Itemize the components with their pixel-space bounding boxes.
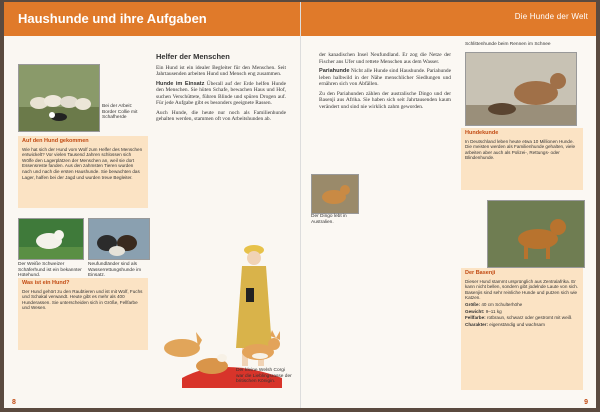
hundekunde-text: In Deutschland leben heute etwa 10 Millionen Hunde. Die meisten werden als Familienhunde gehalten, viele arbeiten aber auch als Polizei-, Rettungs- oder Blindenhunde. <box>465 138 576 161</box>
left-page <box>4 2 301 408</box>
sheepdog-photo <box>18 64 100 132</box>
page-title: Haushunde und ihre Aufgaben <box>18 11 207 26</box>
dingo-caption: Der Dingo lebt in Australien. <box>311 214 347 225</box>
basenji-photo <box>487 200 585 268</box>
section-title: Die Hunde der Welt <box>514 12 588 21</box>
newfoundland-caption: Neufundländer sind als Wasserrettungshunde im Einsatz. <box>88 262 142 279</box>
book-spread <box>4 2 596 408</box>
basenji-text: Dieser Hund stammt ursprünglich aus Zentralafrika. Er kann nicht bellen, sondern gibt jodelnde Laute von sich. Basenjis sind sehr reinliche Hunde und putzen sich wie Katzen. <box>465 278 579 301</box>
page-number-left: 8 <box>12 399 16 406</box>
basenji-title: Der Basenji <box>465 270 496 276</box>
info-box-origin <box>18 136 148 208</box>
pariah-label: Pariahunde <box>319 68 350 74</box>
header-band-right <box>301 2 596 36</box>
info-box-origin-text: Wie hat sich der Hund vom Wolf zum Helfer des Menschen entwickelt? Vor vielen Tausend Jahren schlossen sich Wölfe den Lagerplätzen der Menschen an, weil sie dort Essensreste fanden. Aus den zahmsten Tieren wurden nach und nach die ersten Haushunde. Sie bewachten das Lager, halfen bei der Jagd und wurden treue Begleiter. <box>22 146 143 180</box>
page-number-right: 9 <box>584 399 588 406</box>
intro-paragraph: Ein Hund ist ein idealer Begleiter für den Menschen. Seit Jahrtausenden arbeiten Hund und Mensch eng zusammen. <box>156 64 286 77</box>
pariah-text-2: Zu den Pariahunden zählen der australische Dingo und der Basenji aus Afrika. Sie haben sich seit Jahrtausenden kaum verändert und sind nie wirklich zahm geworden. <box>319 90 451 110</box>
main-column <box>156 54 286 123</box>
basenji-profile <box>461 268 583 390</box>
right-column <box>319 52 451 110</box>
dingo-photo <box>311 174 359 214</box>
husky-photo <box>465 52 577 126</box>
header-band <box>4 2 300 36</box>
basenji-coat: Fellfarbe: rotbraun, schwarz oder gestromt mit weiß <box>465 315 572 321</box>
white-shepherd-caption: Der Weiße Schweizer Schäferhund ist ein bekannter Hütehund. <box>18 262 82 279</box>
basenji-size: Größe: 40 cm Schulterhöhe <box>465 301 523 307</box>
pariah-text: Nicht alle Hunde sind Haushunde. Pariahunde leben halbwild in der Nähe menschlicher Siedlungen und ernähren sich von Abfällen. <box>319 68 451 87</box>
family-paragraph: Auch Hunde, die heute nur noch als Familienhunde gehalten werden, stammen oft von Arbeitshunden ab. <box>156 109 286 122</box>
subheading-einsatz: Hunde im Einsatz <box>156 80 205 87</box>
hundekunde-label: Hundekunde <box>465 130 499 136</box>
info-box-what <box>18 278 148 350</box>
corgi-caption: Der kleine Welsh Corgi war die Lieblingsrasse der britischen Königin. <box>236 368 292 385</box>
right-top-text: der kanadischen Insel Neufundland. Er zog die Netze der Fischer ans Ufer und rettete Menschen aus dem Wasser. <box>319 52 451 65</box>
sled-dog-caption: Schlittenhunde beim Rennen im Schnee <box>465 42 551 47</box>
white-shepherd-photo <box>18 218 84 260</box>
einsatz-paragraph: Überall auf der Erde helfen Hunde den Menschen. Sie hüten Schafe, bewachen Haus und Hof, suchen Verschüttete, führen Blinde und spüren Drogen auf. Für jede Aufgabe gibt es besonders geeignete Rassen. <box>156 80 286 106</box>
sheepdog-caption: Bei der Arbeit: Border Collie mit Schafherde <box>102 104 138 121</box>
newfoundland-photo <box>88 218 150 260</box>
hundekunde-box <box>461 128 583 190</box>
basenji-character: Charakter: eigenständig und wachsam <box>465 321 545 327</box>
basenji-weight: Gewicht: 9–11 kg <box>465 308 502 314</box>
corgi-illustration <box>236 328 286 368</box>
right-page <box>301 2 596 408</box>
info-box-origin-title: Auf den Hund gekommen <box>22 138 89 144</box>
info-box-what-text: Der Hund gehört zu den Raubtieren und ist mit Wolf, Fuchs und Schakal verwandt. Heute gibt es mehr als 400 Hunderassen. Sie unterscheiden sich in Größe, Fellfarbe und Wesen. <box>22 288 143 311</box>
info-box-what-title: Was ist ein Hund? <box>22 280 70 286</box>
section-heading: Helfer der Menschen <box>156 52 230 61</box>
